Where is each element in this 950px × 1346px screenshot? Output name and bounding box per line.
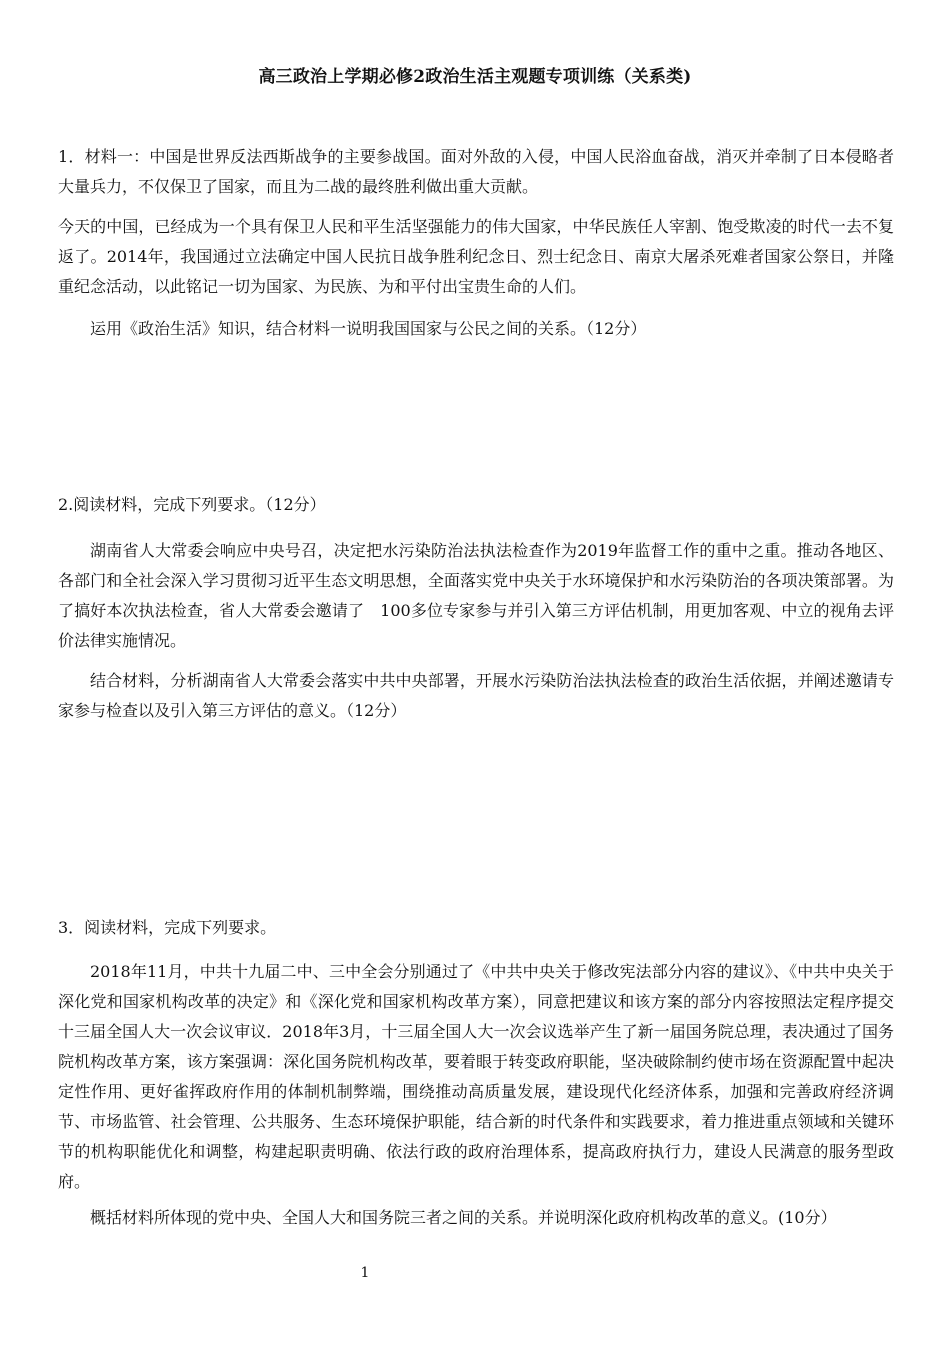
q2-question: 结合材料，分析湖南省人大常委会落实中共中央部署，开展水污染防治法执法检查的政治生活依据，并阐述邀请专家参与检查以及引入第三方评估的意义。（12分） bbox=[58, 671, 894, 720]
q1-material-paragraph-1: 1．材料一：中国是世界反法西斯战争的主要参战国。面对外敌的入侵，中国人民浴血奋战，消灭并牵制了日本侵略者大量兵力，不仅保卫了国家，而且为二战的最终胜利做出重大贡献。 bbox=[58, 147, 894, 196]
q3-heading: 3．阅读材料，完成下列要求。 bbox=[58, 918, 277, 937]
q1-material-paragraph-2: 今天的中国，已经成为一个具有保卫人民和平生活坚强能力的伟大国家，中华民族任人宰割、饱受欺凌的时代一去不复返了。2014年，我国通过立法确定中国人民抗日战争胜利纪念日、烈士纪念日、南京大屠杀死难者国家公祭日，并隆重纪念活动，以此铭记一切为国家、为民族、为和平付出宝贵生命的人们。 bbox=[58, 217, 894, 296]
page-number: 1 bbox=[360, 1265, 370, 1281]
document-title: 高三政治上学期必修2政治生活主观题专项训练（关系类) bbox=[258, 67, 692, 87]
q2-material: 湖南省人大常委会响应中央号召，决定把水污染防治法执法检查作为2019年监督工作的重中之重。推动各地区、各部门和全社会深入学习贯彻习近平生态文明思想，全面落实党中央关于水环境保护和水污染防治的各项决策部署。为了搞好本次执法检查，省人大常委会邀请了 100多位专家参与并引入第三方评估机制，用更加客观、中立的视角去评价法律实施情况。 bbox=[58, 541, 894, 650]
q3-material: 2018年11月，中共十九届二中、三中全会分别通过了《中共中央关于修改宪法部分内容的建议》、《中共中央关于深化党和国家机构改革的决定》和《深化党和国家机构改革方案），同意把建议和该方案的部分内容按照法定程序提交十三届全国人大一次会议审议．2018年3月，十三届全国人大一次会议选举产生了新一届国务院总理，表决通过了国务院机构改革方案，该方案强调：深化国务院机构改革，要着眼于转变政府职能，坚决破除制约使市场在资源配置中起决定性作用、更好雀挥政府作用的体制机制弊端，围绕推动高质量发展，建设现代化经济体系，加强和完善政府经济调节、市场监管、社会管理、公共服务、生态环境保护职能，结合新的时代条件和实践要求，着力推进重点领域和关键环节的机构职能优化和调整，构建起职责明确、依法行政的政府治理体系，提高政府执行力，建设人民满意的服务型政府。 bbox=[58, 962, 894, 1191]
q1-question: 运用《政治生活》知识，结合材料一说明我国国家与公民之间的关系。（12分） bbox=[90, 319, 647, 338]
q2-heading: 2.阅读材料，完成下列要求。（12分） bbox=[58, 495, 326, 514]
q3-question: 概括材料所体现的党中央、全国人大和国务院三者之间的关系。并说明深化政府机构改革的意义。(10分） bbox=[90, 1208, 837, 1227]
